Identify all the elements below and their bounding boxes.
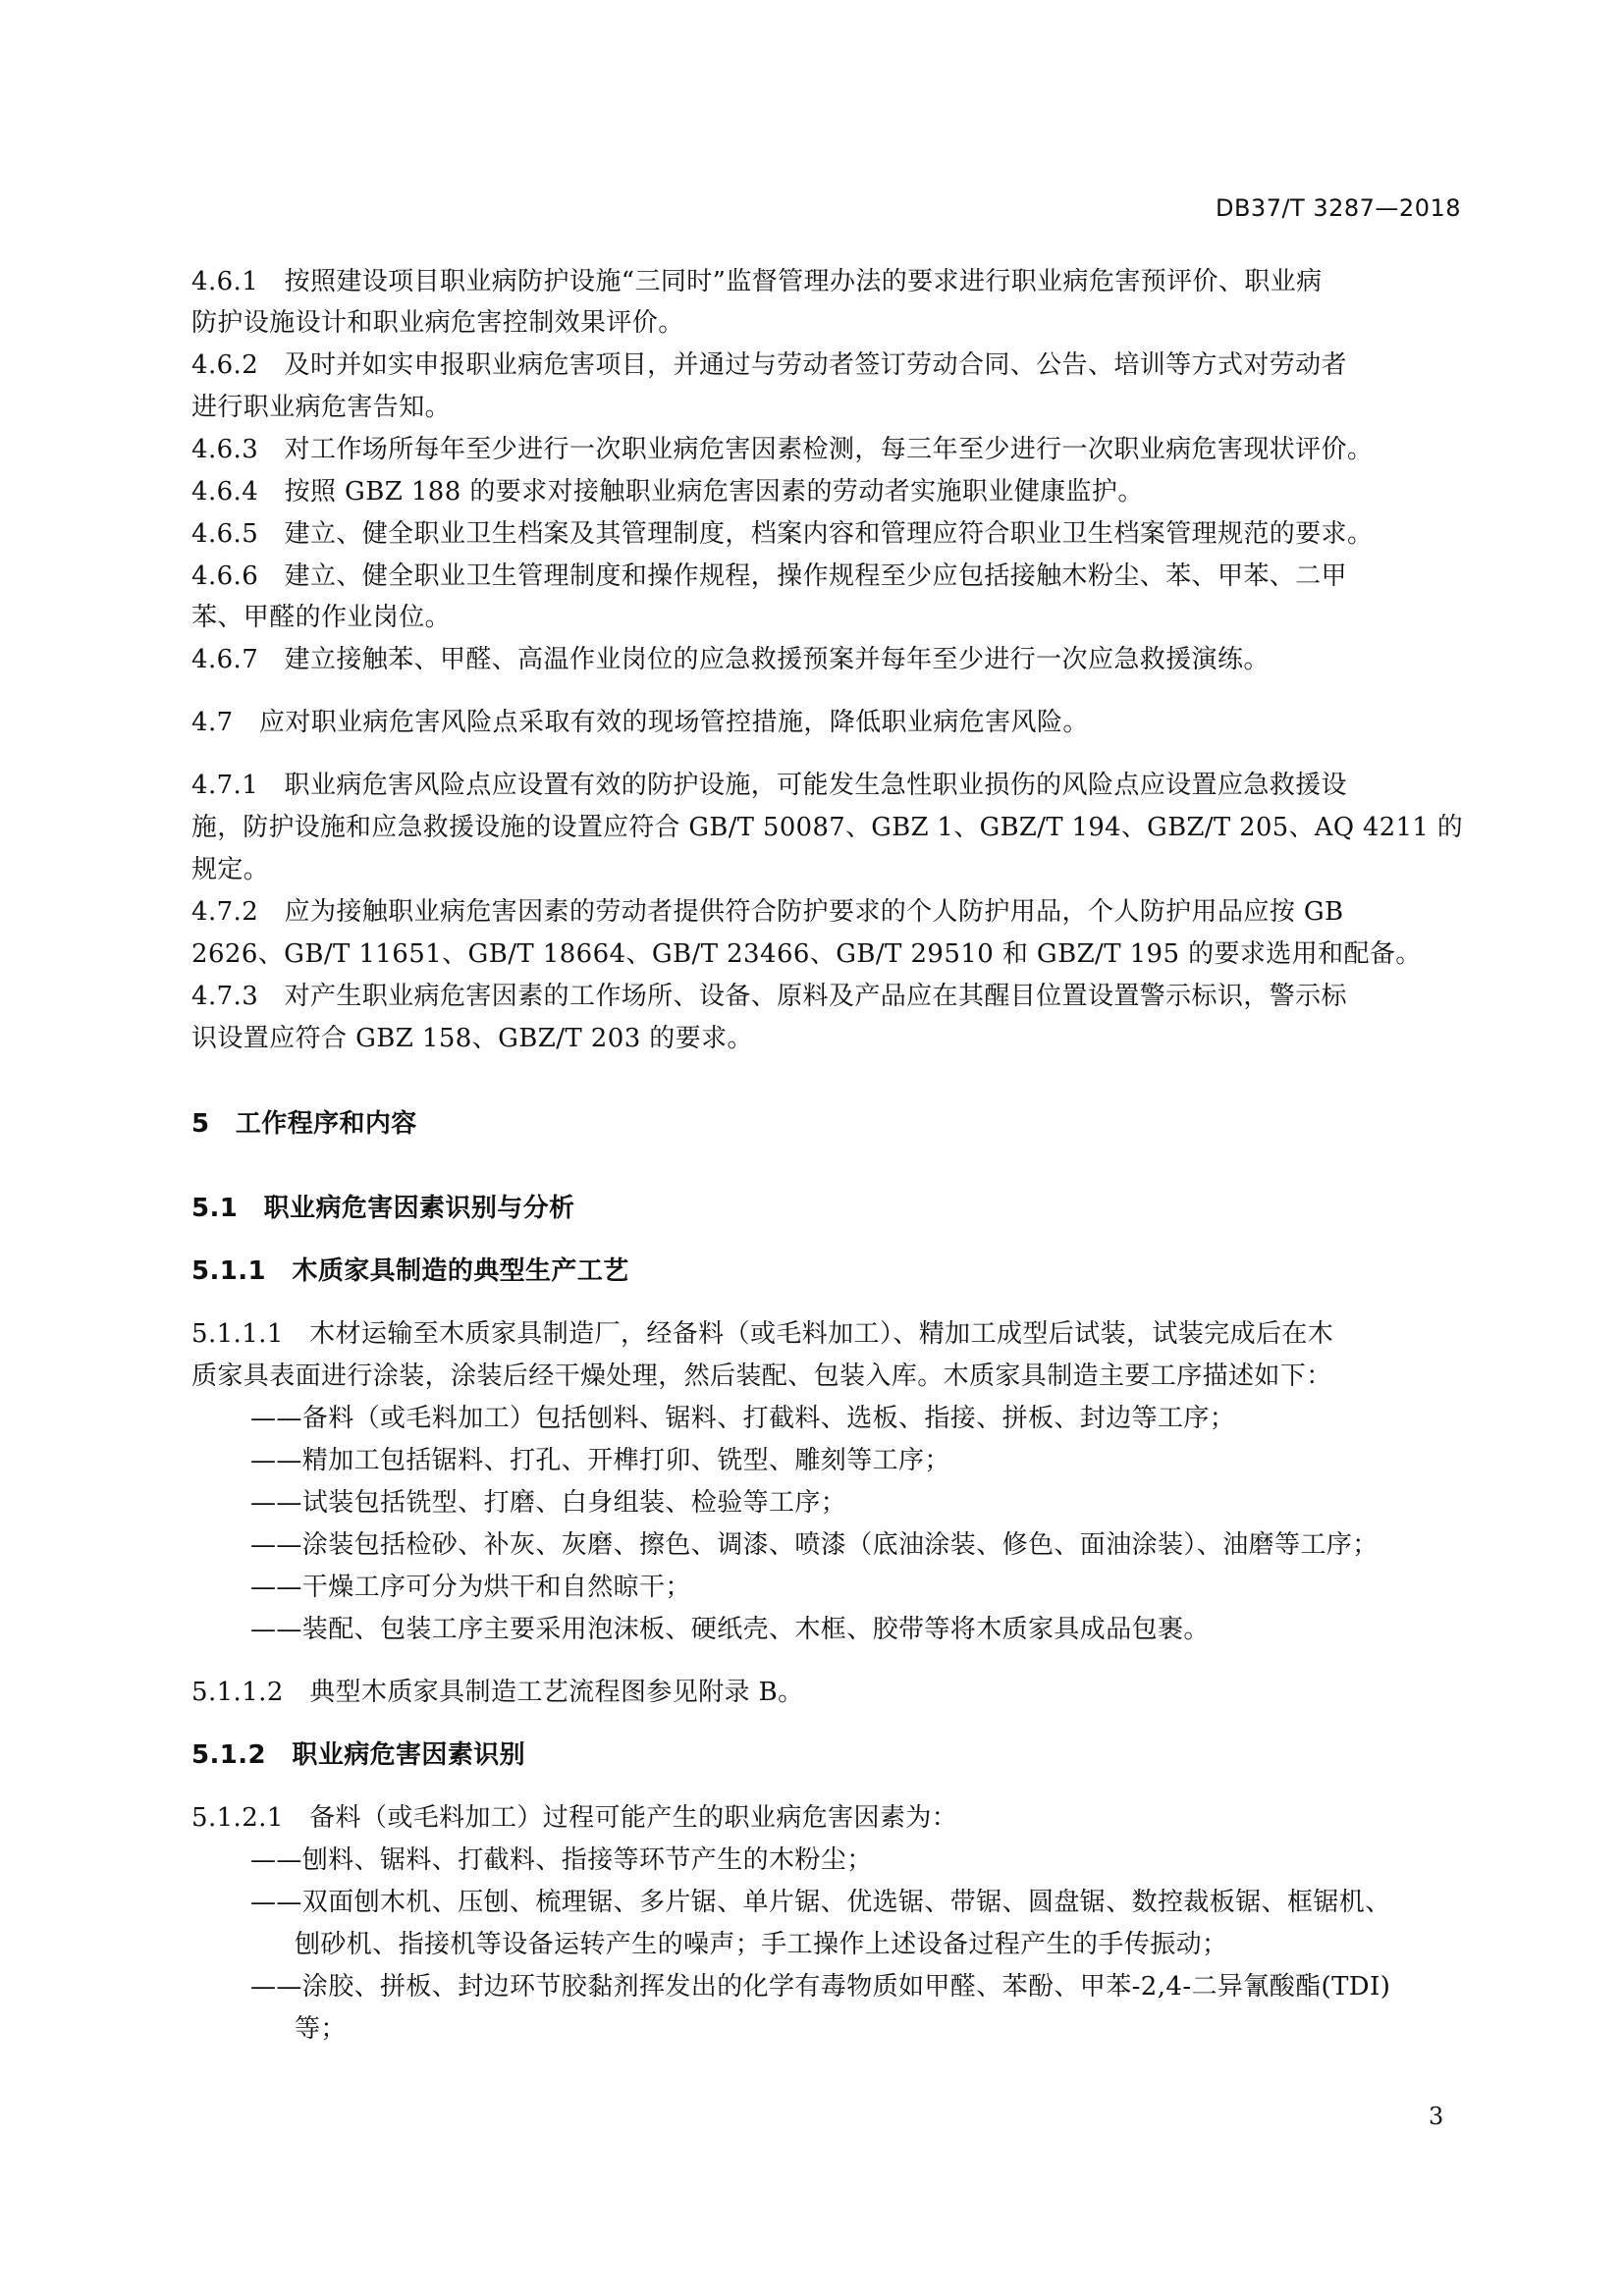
clause-4-7-1-line-3: 规定。	[191, 855, 270, 884]
clause-4-7-1-line-1: 4.7.1 职业病危害风险点应设置有效的防护设施，可能发生急性职业损伤的风险点应设置应急救援设	[191, 771, 1347, 800]
clause-5-1-1-2: 5.1.1.2 典型木质家具制造工艺流程图参见附录 B。	[191, 1678, 804, 1707]
clause-4-6-2-line-1: 4.6.2 及时并如实申报职业病危害项目，并通过与劳动者签订劳动合同、公告、培训等方式对劳动者	[191, 350, 1347, 380]
clause-5-1-2-1: 5.1.2.1 备料（或毛料加工）过程可能产生的职业病危害因素为：	[191, 1803, 958, 1833]
clause-4-6-2-line-2: 进行职业病危害告知。	[191, 393, 452, 422]
list-item: ——装配、包装工序主要采用泡沫板、硬纸壳、木框、胶带等将木质家具成品包裹。	[250, 1615, 1210, 1644]
list-item-continuation: 刨砂机、指接机等设备运转产生的噪声；手工操作上述设备过程产生的手传振动；	[295, 1930, 1228, 1959]
clause-4-7-3-line-2: 识设置应符合 GBZ 158、GBZ/T 203 的要求。	[191, 1024, 753, 1053]
list-item: ——试装包括铣型、打磨、白身组装、检验等工序；	[250, 1488, 847, 1518]
clause-4-7-2-line-2: 2626、GB/T 11651、GB/T 18664、GB/T 23466、GB/T 29510 和 GBZ/T 195 的要求选用和配备。	[191, 939, 1422, 969]
section-5-1-2-heading: 5.1.2 职业病危害因素识别	[191, 1740, 526, 1770]
list-item: ——刨料、锯料、打截料、指接等环节产生的木粉尘；	[250, 1845, 873, 1875]
clause-4-6-5: 4.6.5 建立、健全职业卫生档案及其管理制度，档案内容和管理应符合职业卫生档案管理规范的要求。	[191, 519, 1374, 549]
clause-4-6-1-line-2: 防护设施设计和职业病危害控制效果评价。	[191, 308, 684, 338]
clause-4-7-2-line-1: 4.7.2 应为接触职业病危害因素的劳动者提供符合防护要求的个人防护用品，个人防护用品应按 GB	[191, 897, 1344, 927]
clause-5-1-1-1-line-1: 5.1.1.1 木材运输至木质家具制造厂，经备料（或毛料加工）、精加工成型后试装，试装完成后在木	[191, 1319, 1334, 1349]
list-item: ——涂胶、拼板、封边环节胶黏剂挥发出的化学有毒物质如甲醛、苯酚、甲苯-2,4-二异氰酸酯(TDI)	[250, 1972, 1391, 2002]
page-number: 3	[1429, 2103, 1444, 2130]
section-5-1-heading: 5.1 职业病危害因素识别与分析	[191, 1194, 575, 1223]
list-item-continuation: 等；	[295, 2014, 347, 2044]
list-item: ——精加工包括锯料、打孔、开榫打卯、铣型、雕刻等工序；	[250, 1446, 950, 1475]
clause-5-1-1-1-line-2: 质家具表面进行涂装，涂装后经干燥处理，然后装配、包装入库。木质家具制造主要工序描述如下：	[191, 1362, 1332, 1391]
clause-4-7: 4.7 应对职业病危害风险点采取有效的现场管控措施，降低职业病危害风险。	[191, 708, 1089, 737]
standard-code: DB37/T 3287—2018	[1215, 194, 1461, 222]
section-5-heading: 5 工作程序和内容	[191, 1109, 417, 1139]
clause-4-6-3: 4.6.3 对工作场所每年至少进行一次职业病危害因素检测，每三年至少进行一次职业病危害现状评价。	[191, 435, 1374, 464]
clause-4-6-7: 4.6.7 建立接触苯、甲醛、高温作业岗位的应急救援预案并每年至少进行一次应急救援演练。	[191, 645, 1270, 674]
list-item: ——干燥工序可分为烘干和自然晾干；	[250, 1573, 691, 1602]
list-item: ——涂装包括检砂、补灰、灰磨、擦色、调漆、喷漆（底油涂装、修色、面油涂装）、油磨等工序；	[250, 1530, 1379, 1560]
clause-4-6-6-line-2: 苯、甲醛的作业岗位。	[191, 603, 452, 632]
clause-4-6-4: 4.6.4 按照 GBZ 188 的要求对接触职业病危害因素的劳动者实施职业健康监护。	[191, 477, 1144, 507]
list-item: ——双面刨木机、压刨、梳理锯、多片锯、单片锯、优选锯、带锯、圆盘锯、数控裁板锯、框锯机、	[250, 1888, 1391, 1917]
section-5-1-1-heading: 5.1.1 木质家具制造的典型生产工艺	[191, 1256, 629, 1286]
clause-4-7-3-line-1: 4.7.3 对产生职业病危害因素的工作场所、设备、原料及产品应在其醒目位置设置警示标识，警示标	[191, 982, 1347, 1011]
clause-4-7-1-line-2: 施，防护设施和应急救援设施的设置应符合 GB/T 50087、GBZ 1、GBZ/T 194、GBZ/T 205、AQ 4211 的	[191, 813, 1464, 842]
list-item: ——备料（或毛料加工）包括刨料、锯料、打截料、选板、指接、拼板、封边等工序；	[250, 1404, 1236, 1433]
clause-4-6-6-line-1: 4.6.6 建立、健全职业卫生管理制度和操作规程，操作规程至少应包括接触木粉尘、苯、甲苯、二甲	[191, 561, 1347, 591]
clause-4-6-1-line-1: 4.6.1 按照建设项目职业病防护设施“三同时”监督管理办法的要求进行职业病危害预评价、职业病	[191, 267, 1323, 296]
